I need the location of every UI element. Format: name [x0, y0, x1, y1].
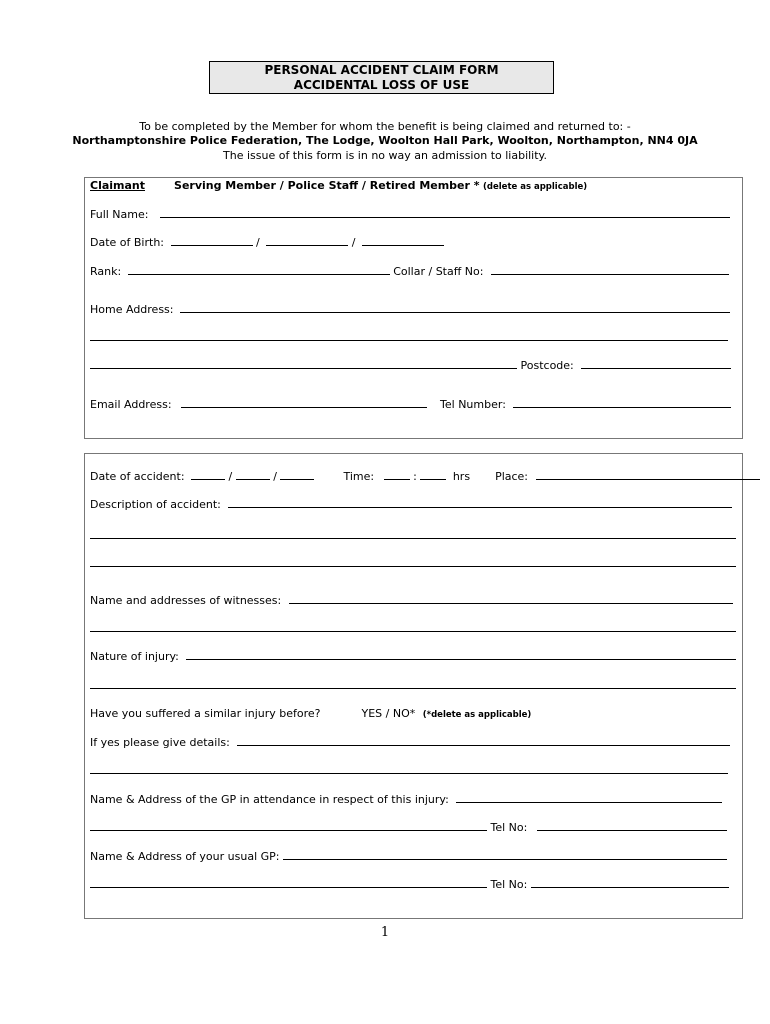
injury-label: Nature of injury: [90, 650, 179, 663]
accident-time-label: Time: [343, 470, 375, 483]
yes-no-option[interactable]: YES / NO* [361, 707, 416, 720]
full-name-row [90, 207, 730, 222]
details-row-2 [90, 763, 728, 778]
dob-year-field[interactable] [362, 235, 444, 246]
usual-gp-label: Name & Address of your usual GP: [90, 850, 280, 863]
tel-number-field[interactable] [513, 397, 731, 408]
tel-number-label: Tel Number: [440, 398, 506, 411]
details-field-1[interactable] [237, 735, 730, 746]
usual-gp-field-2[interactable] [90, 877, 487, 888]
claimant-header-row [90, 179, 587, 194]
usual-gp-tel-row [90, 877, 729, 892]
accident-place-label: Place: [495, 470, 529, 483]
witnesses-row [90, 593, 733, 608]
gp-attendance-label: Name & Address of the GP in attendance in respect of this injury: [90, 793, 449, 806]
usual-gp-tel-label: Tel No: [490, 878, 528, 891]
home-address-row [90, 302, 730, 317]
dob-day-field[interactable] [171, 235, 253, 246]
description-label: Description of accident: [90, 498, 221, 511]
intro-liability-note: The issue of this form is in no way an admission to liability. [223, 149, 547, 162]
similar-injury-row [90, 707, 531, 722]
collar-label: Collar / Staff No: [393, 265, 484, 278]
email-label: Email Address: [90, 398, 172, 411]
form-subtitle: ACCIDENTAL LOSS OF USE [293, 78, 470, 92]
postcode-row [90, 358, 731, 373]
accident-time-sep: : [413, 470, 417, 483]
description-row-2 [90, 528, 736, 543]
full-name-label: Full Name: [90, 208, 149, 221]
accident-hrs-label: hrs [452, 470, 471, 483]
details-label: If yes please give details: [90, 736, 230, 749]
gp-attendance-tel-label: Tel No: [490, 821, 528, 834]
home-address-row-2 [90, 330, 728, 345]
home-address-label: Home Address: [90, 303, 174, 316]
claimant-heading: Claimant [90, 179, 146, 192]
claimant-type-options[interactable]: Serving Member / Police Staff / Retired Member * [174, 179, 480, 192]
email-tel-row [90, 397, 731, 412]
similar-injury-note: (*delete as applicable) [422, 710, 532, 720]
details-row [90, 735, 730, 750]
description-row-3 [90, 556, 736, 571]
accident-date-label: Date of accident: [90, 470, 185, 483]
accident-date-sep-2: / [273, 470, 277, 483]
description-row [90, 497, 732, 512]
usual-gp-row [90, 849, 727, 864]
rank-field[interactable] [128, 264, 390, 275]
dob-month-field[interactable] [266, 235, 348, 246]
witnesses-label: Name and addresses of witnesses: [90, 594, 282, 607]
accident-date-row [90, 469, 760, 484]
witnesses-field-2[interactable] [90, 621, 736, 632]
accident-place-field[interactable] [536, 469, 760, 480]
witnesses-row-2 [90, 621, 736, 636]
accident-minute-field[interactable] [420, 469, 446, 480]
accident-hour-field[interactable] [384, 469, 410, 480]
home-address-field-2[interactable] [90, 330, 728, 341]
dob-separator-2: / [351, 236, 356, 249]
gp-attendance-field-1[interactable] [456, 792, 722, 803]
gp-attendance-field-2[interactable] [90, 820, 487, 831]
accident-date-sep-1: / [228, 470, 233, 483]
accident-month-field[interactable] [236, 469, 270, 480]
email-field[interactable] [181, 397, 427, 408]
form-title-box [209, 61, 554, 94]
postcode-label: Postcode: [520, 359, 574, 372]
injury-field-1[interactable] [186, 649, 736, 660]
home-address-field-1[interactable] [180, 302, 730, 313]
intro-return-address: Northamptonshire Police Federation, The Lodge, Woolton Hall Park, Woolton, Northampton, NN4 0JA [72, 134, 698, 147]
injury-field-2[interactable] [90, 678, 736, 689]
rank-label: Rank: [90, 265, 122, 278]
description-field-3[interactable] [90, 556, 736, 567]
full-name-field[interactable] [160, 207, 730, 218]
dob-separator-1: / [256, 236, 260, 249]
dob-row [90, 235, 444, 250]
witnesses-field-1[interactable] [289, 593, 733, 604]
home-address-field-3[interactable] [90, 358, 517, 369]
postcode-field[interactable] [581, 358, 731, 369]
intro-instructions: To be completed by the Member for whom the benefit is being claimed and returned to: - [139, 120, 631, 133]
gp-attendance-row [90, 792, 722, 807]
similar-injury-label: Have you suffered a similar injury before? [90, 707, 321, 720]
claimant-type-note: (delete as applicable) [483, 182, 588, 192]
form-title: PERSONAL ACCIDENT CLAIM FORM [264, 63, 499, 77]
injury-row [90, 649, 736, 664]
details-field-2[interactable] [90, 763, 728, 774]
page-number: 1 [380, 925, 390, 940]
gp-attendance-tel-field[interactable] [537, 820, 727, 831]
dob-label: Date of Birth: [90, 236, 165, 249]
accident-year-field[interactable] [280, 469, 314, 480]
description-field-1[interactable] [228, 497, 732, 508]
usual-gp-field-1[interactable] [283, 849, 727, 860]
accident-day-field[interactable] [191, 469, 225, 480]
gp-attendance-tel-row [90, 820, 727, 835]
description-field-2[interactable] [90, 528, 736, 539]
rank-row [90, 264, 729, 279]
usual-gp-tel-field[interactable] [531, 877, 729, 888]
injury-row-2 [90, 678, 736, 693]
collar-field[interactable] [491, 264, 729, 275]
